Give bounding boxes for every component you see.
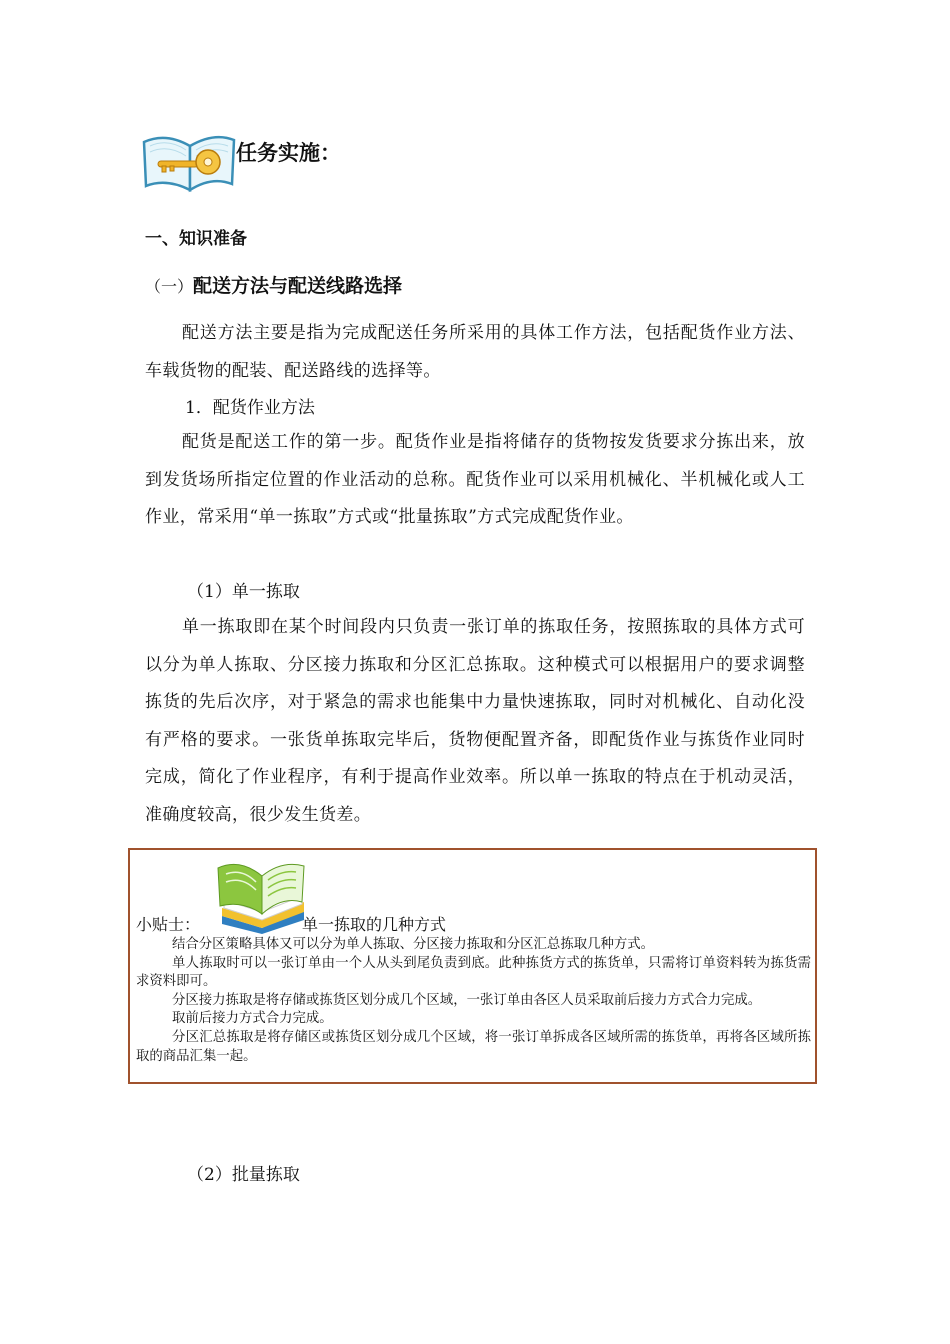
subsection-heading <box>145 271 402 298</box>
task-title: 任务实施： <box>236 141 341 165</box>
tip-line: 分区汇总拣取是将存储区或拣货区划分成几个区域，将一张订单拆成各区域所需的拣货单，再将各区域所拣取的商品汇集一起。 <box>136 1029 811 1064</box>
open-book-icon <box>212 858 308 934</box>
intro-paragraph: 配送方法主要是指为完成配送任务所采用的具体工作方法，包括配货作业方法、车载货物的配装、配送路线的选择等。 <box>145 323 805 381</box>
tip-line: 结合分区策略具体又可以分为单人拣取、分区接力拣取和分区汇总拣取几种方式。 <box>172 937 655 952</box>
tip-line: 分区接力拣取是将存储或拣货区划分成几个区域，一张订单由各区人员采取前后接力方式合力完成。 <box>172 992 762 1008</box>
tip-label: 小贴士： <box>136 915 201 934</box>
tip-title: 单一拣取的几种方式 <box>302 915 447 934</box>
sub2-label: （2）批量拣取 <box>187 1165 300 1185</box>
tip-body <box>136 936 811 1066</box>
section-heading: 一、知识准备 <box>145 229 247 249</box>
tip-line: 取前后接力方式合力完成。 <box>172 1011 333 1027</box>
tip-box <box>128 848 817 1084</box>
sub1-paragraph: 单一拣取即在某个时间段内只负责一张订单的拣取任务，按照拣取的具体方式可以分为单人拣取、分区接力拣取和分区汇总拣取。这种模式可以根据用户的要求调整拣货的先后次序，对于紧急的需求也能集中力量快速拣取，同时对机械化、自动化没有严格的要求。一张货单拣取完毕后，货物便配置齐备，即配货作业与拣货作业同时完成，简化了作业程序，有利于提高作业效率。所以单一拣取的特点在于机动灵活，准确度较高，很少发生货差。 <box>145 617 805 825</box>
sub1-label: （1）单一拣取 <box>187 582 300 602</box>
subsection-title: 配送方法与配送线路选择 <box>193 275 403 297</box>
item1-paragraph: 配货是配送工作的第一步。配货作业是指将储存的货物按发货要求分拣出来，放到发货场所指定位置的作业活动的总称。配货作业可以采用机械化、半机械化或人工作业，常采用“单一拣取”方式或“批量拣取”方式完成配货作业。 <box>145 432 805 527</box>
item1-label: 1．配货作业方法 <box>185 398 315 418</box>
book-key-icon <box>140 128 240 196</box>
tip-line: 单人拣取时可以一张订单由一个人从头到尾负责到底。此种拣货方式的拣货单，只需将订单资料转为拣货需求资料即可。 <box>136 955 811 990</box>
subsection-prefix: （一） <box>145 277 194 296</box>
